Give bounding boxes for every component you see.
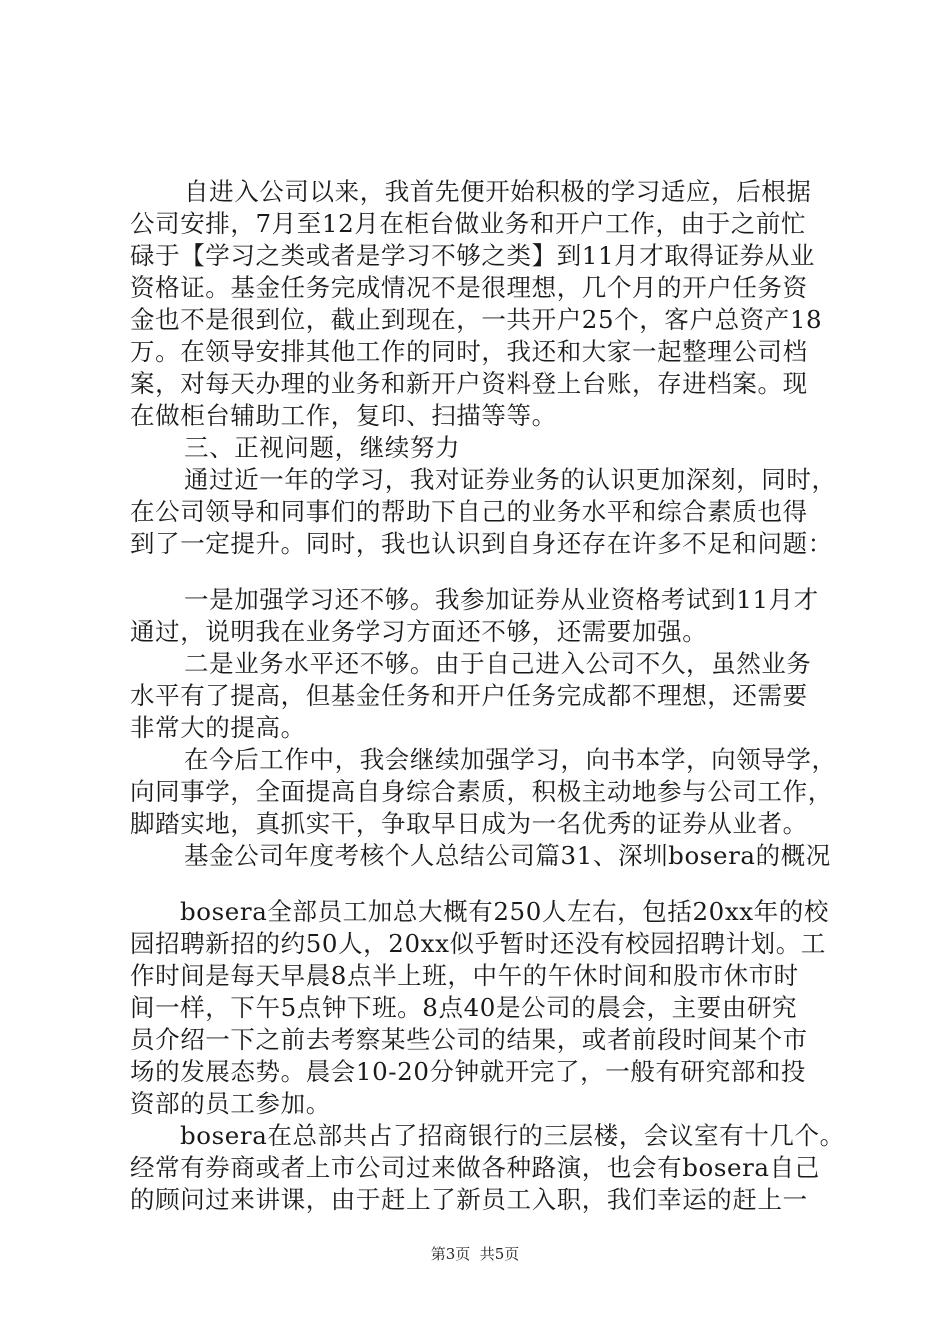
- body-line: bosera在总部共占了招商银行的三层楼，会议室有十几个。: [180, 1121, 845, 1150]
- body-line: 作时间是每天早晨8点半上班，中午的午休时间和股市休市时: [130, 961, 799, 990]
- page-number-footer: 第3页 共5页: [430, 1245, 520, 1263]
- body-line: 一是加强学习还不够。我参加证券从业资格考试到11月才: [184, 585, 819, 614]
- body-line: 脚踏实地，真抓实干，争取早日成为一名优秀的证券从业者。: [130, 809, 808, 838]
- body-line: 自进入公司以来，我首先便开始积极的学习适应，后根据: [184, 177, 812, 206]
- body-line: 经常有券商或者上市公司过来做各种路演，也会有bosera自己: [130, 1153, 820, 1182]
- body-line: 间一样，下午5点钟下班。8点40是公司的晨会，主要由研究: [130, 993, 798, 1022]
- body-line: 场的发展态势。晨会10-20分钟就开完了，一般有研究部和投: [130, 1057, 807, 1086]
- body-line: 在做柜台辅助工作，复印、扫描等等。: [130, 401, 557, 430]
- section-heading: 三、正视问题，继续努力: [184, 433, 461, 462]
- body-line: 资格证。基金任务完成情况不是很理想，几个月的开户任务资: [130, 273, 808, 302]
- body-line: 二是业务水平还不够。由于自己进入公司不久，虽然业务: [184, 649, 812, 678]
- body-line: 非常大的提高。: [130, 713, 306, 742]
- body-line: 万。在领导安排其他工作的同时，我还和大家一起整理公司档: [130, 337, 808, 366]
- body-line: 园招聘新招的约50人，20xx似乎暂时还没有校园招聘计划。工: [130, 929, 826, 958]
- body-line: 水平有了提高，但基金任务和开户任务完成都不理想，还需要: [130, 681, 808, 710]
- body-line: 通过近一年的学习，我对证券业务的认识更加深刻，同时，: [184, 465, 837, 494]
- body-line: 在公司领导和同事们的帮助下自己的业务水平和综合素质也得: [130, 497, 808, 526]
- body-line: 通过，说明我在业务学习方面还不够，还需要加强。: [130, 617, 708, 646]
- body-line: 金也不是很到位，截止到现在，一共开户25个，客户总资产18: [130, 305, 823, 334]
- body-line: 碌于【学习之类或者是学习不够之类】到11月才取得证券从业: [130, 241, 815, 270]
- body-line: 在今后工作中，我会继续加强学习，向书本学，向领导学，: [184, 745, 837, 774]
- body-line: 向同事学，全面提高自身综合素质，积极主动地参与公司工作，: [130, 777, 833, 806]
- body-line: 员介绍一下之前去考察某些公司的结果，或者前段时间某个市: [130, 1025, 808, 1054]
- body-line: bosera全部员工加总大概有250人左右，包括20xx年的校: [180, 897, 829, 926]
- body-line: 公司安排，7月至12月在柜台做业务和开户工作，由于之前忙: [130, 209, 807, 238]
- body-line: 到了一定提升。同时，我也认识到自身还存在许多不足和问题：: [130, 529, 833, 558]
- body-line: 资部的员工参加。: [130, 1089, 331, 1118]
- body-line: 的顾问过来讲课，由于赶上了新员工入职，我们幸运的赶上一: [130, 1185, 808, 1214]
- section-heading: 基金公司年度考核个人总结公司篇31、深圳bosera的概况: [184, 841, 831, 870]
- body-line: 案，对每天办理的业务和新开户资料登上台账，存进档案。现: [130, 369, 808, 398]
